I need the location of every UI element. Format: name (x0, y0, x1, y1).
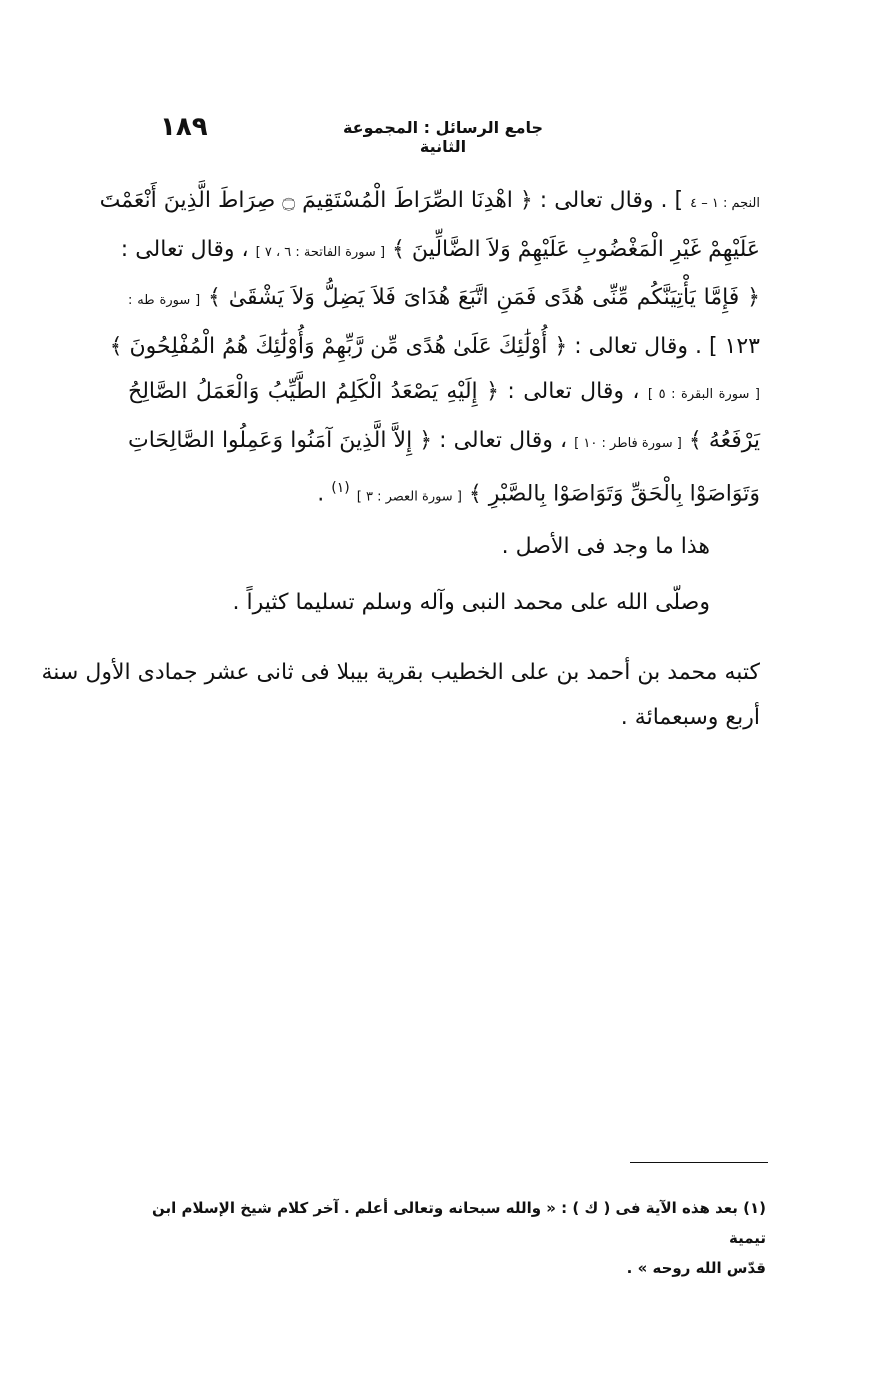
text-line-2 (120, 227, 760, 276)
text-line-4 (109, 324, 760, 370)
page-number: ١٨٩ (160, 112, 208, 142)
colophon (41, 650, 760, 740)
surah-reference: [ سورة العصر : ٣ ] (356, 489, 462, 505)
footnote-divider (630, 1162, 768, 1163)
text-line-6 (128, 418, 760, 467)
verse-text: ، وقال تعالى : ﴿ إِلاَّ الَّذِينَ آمَنُوا وَعَمِلُوا الصَّالِحَاتِ (128, 427, 568, 453)
footnote (134, 1193, 766, 1283)
closing-line-1: هذا ما وجد فى الأصل . (501, 534, 710, 559)
verse-text: عَلَيْهِمْ غَيْرِ الْمَغْضُوبِ عَلَيْهِمْ وَلاَ الضَّالِّينَ ﴾ (392, 236, 760, 262)
page-header (130, 112, 756, 156)
footnote-marker: (١) (331, 480, 350, 496)
main-text (99, 178, 761, 520)
surah-reference: [ سورة طه : (128, 293, 201, 308)
verse-text: وَتَوَاصَوْا بِالْحَقِّ وَتَوَاصَوْا بِالصَّبْرِ ﴾ (468, 481, 760, 507)
footnote-line-1: (١) بعد هذه الآية فى ( ك ) : « والله سبحانه وتعالى أعلم . آخر كلام شيخ الإسلام ابن تيمية (152, 1199, 766, 1247)
surah-reference: النجم : ١ – ٤ (690, 196, 760, 211)
surah-reference: [ سورة الفاتحة : ٦ ، ٧ ] (255, 244, 386, 260)
surah-reference: [ سورة البقرة : ٥ ] (647, 387, 760, 402)
running-title: جامع الرسائل : المجموعة الثانية (342, 118, 544, 156)
closing-line-2: وصلّى الله على محمد النبى وآله وسلم تسليما كثيراً . (232, 590, 710, 615)
text-line-5 (128, 369, 760, 418)
period: . (317, 481, 325, 507)
verse-text: ] . وقال تعالى : ﴿ اهْدِنَا الصِّرَاطَ الْمُسْتَقِيمَ ۝ صِرَاطَ الَّذِينَ أَنْعَمْتَ (99, 188, 684, 213)
text-line-7 (128, 466, 760, 520)
text-line-1 (99, 178, 760, 227)
text-line-3 (128, 275, 760, 324)
colophon-line-2: أربع وسبعمائة . (620, 705, 760, 730)
colophon-line-1: كتبه محمد بن أحمد بن على الخطيب بقرية بيبلا فى ثانى عشر جمادى الأول سنة (41, 660, 760, 685)
verse-text: يَرْفَعُهُ ﴾ (688, 427, 761, 453)
verse-text: ﴿ فَإِمَّا يَأْتِيَنَّكُم مِّنِّى هُدًى فَمَنِ اتَّبَعَ هُدَاىَ فَلاَ يَضِلُّ وَلاَ يَشْقَىٰ ﴾ (208, 285, 760, 310)
connector-text: ، وقال تعالى : (120, 236, 249, 262)
surah-reference: [ سورة فاطر : ١٠ ] (574, 435, 682, 451)
verse-text: ، وقال تعالى : ﴿ إِلَيْهِ يَصْعَدُ الْكَلِمُ الطَّيِّبُ وَالْعَمَلُ الصَّالِحُ (128, 379, 640, 404)
footnote-line-2: قدّس الله روحه » . (626, 1259, 766, 1277)
verse-text: ١٢٣ ] . وقال تعالى : ﴿ أُوْلَٰئِكَ عَلَىٰ هُدًى مِّن رَّبِّهِمْ وَأُوْلَٰئِكَ هُمُ الْمُفْلِحُونَ ﴾ (109, 333, 760, 359)
